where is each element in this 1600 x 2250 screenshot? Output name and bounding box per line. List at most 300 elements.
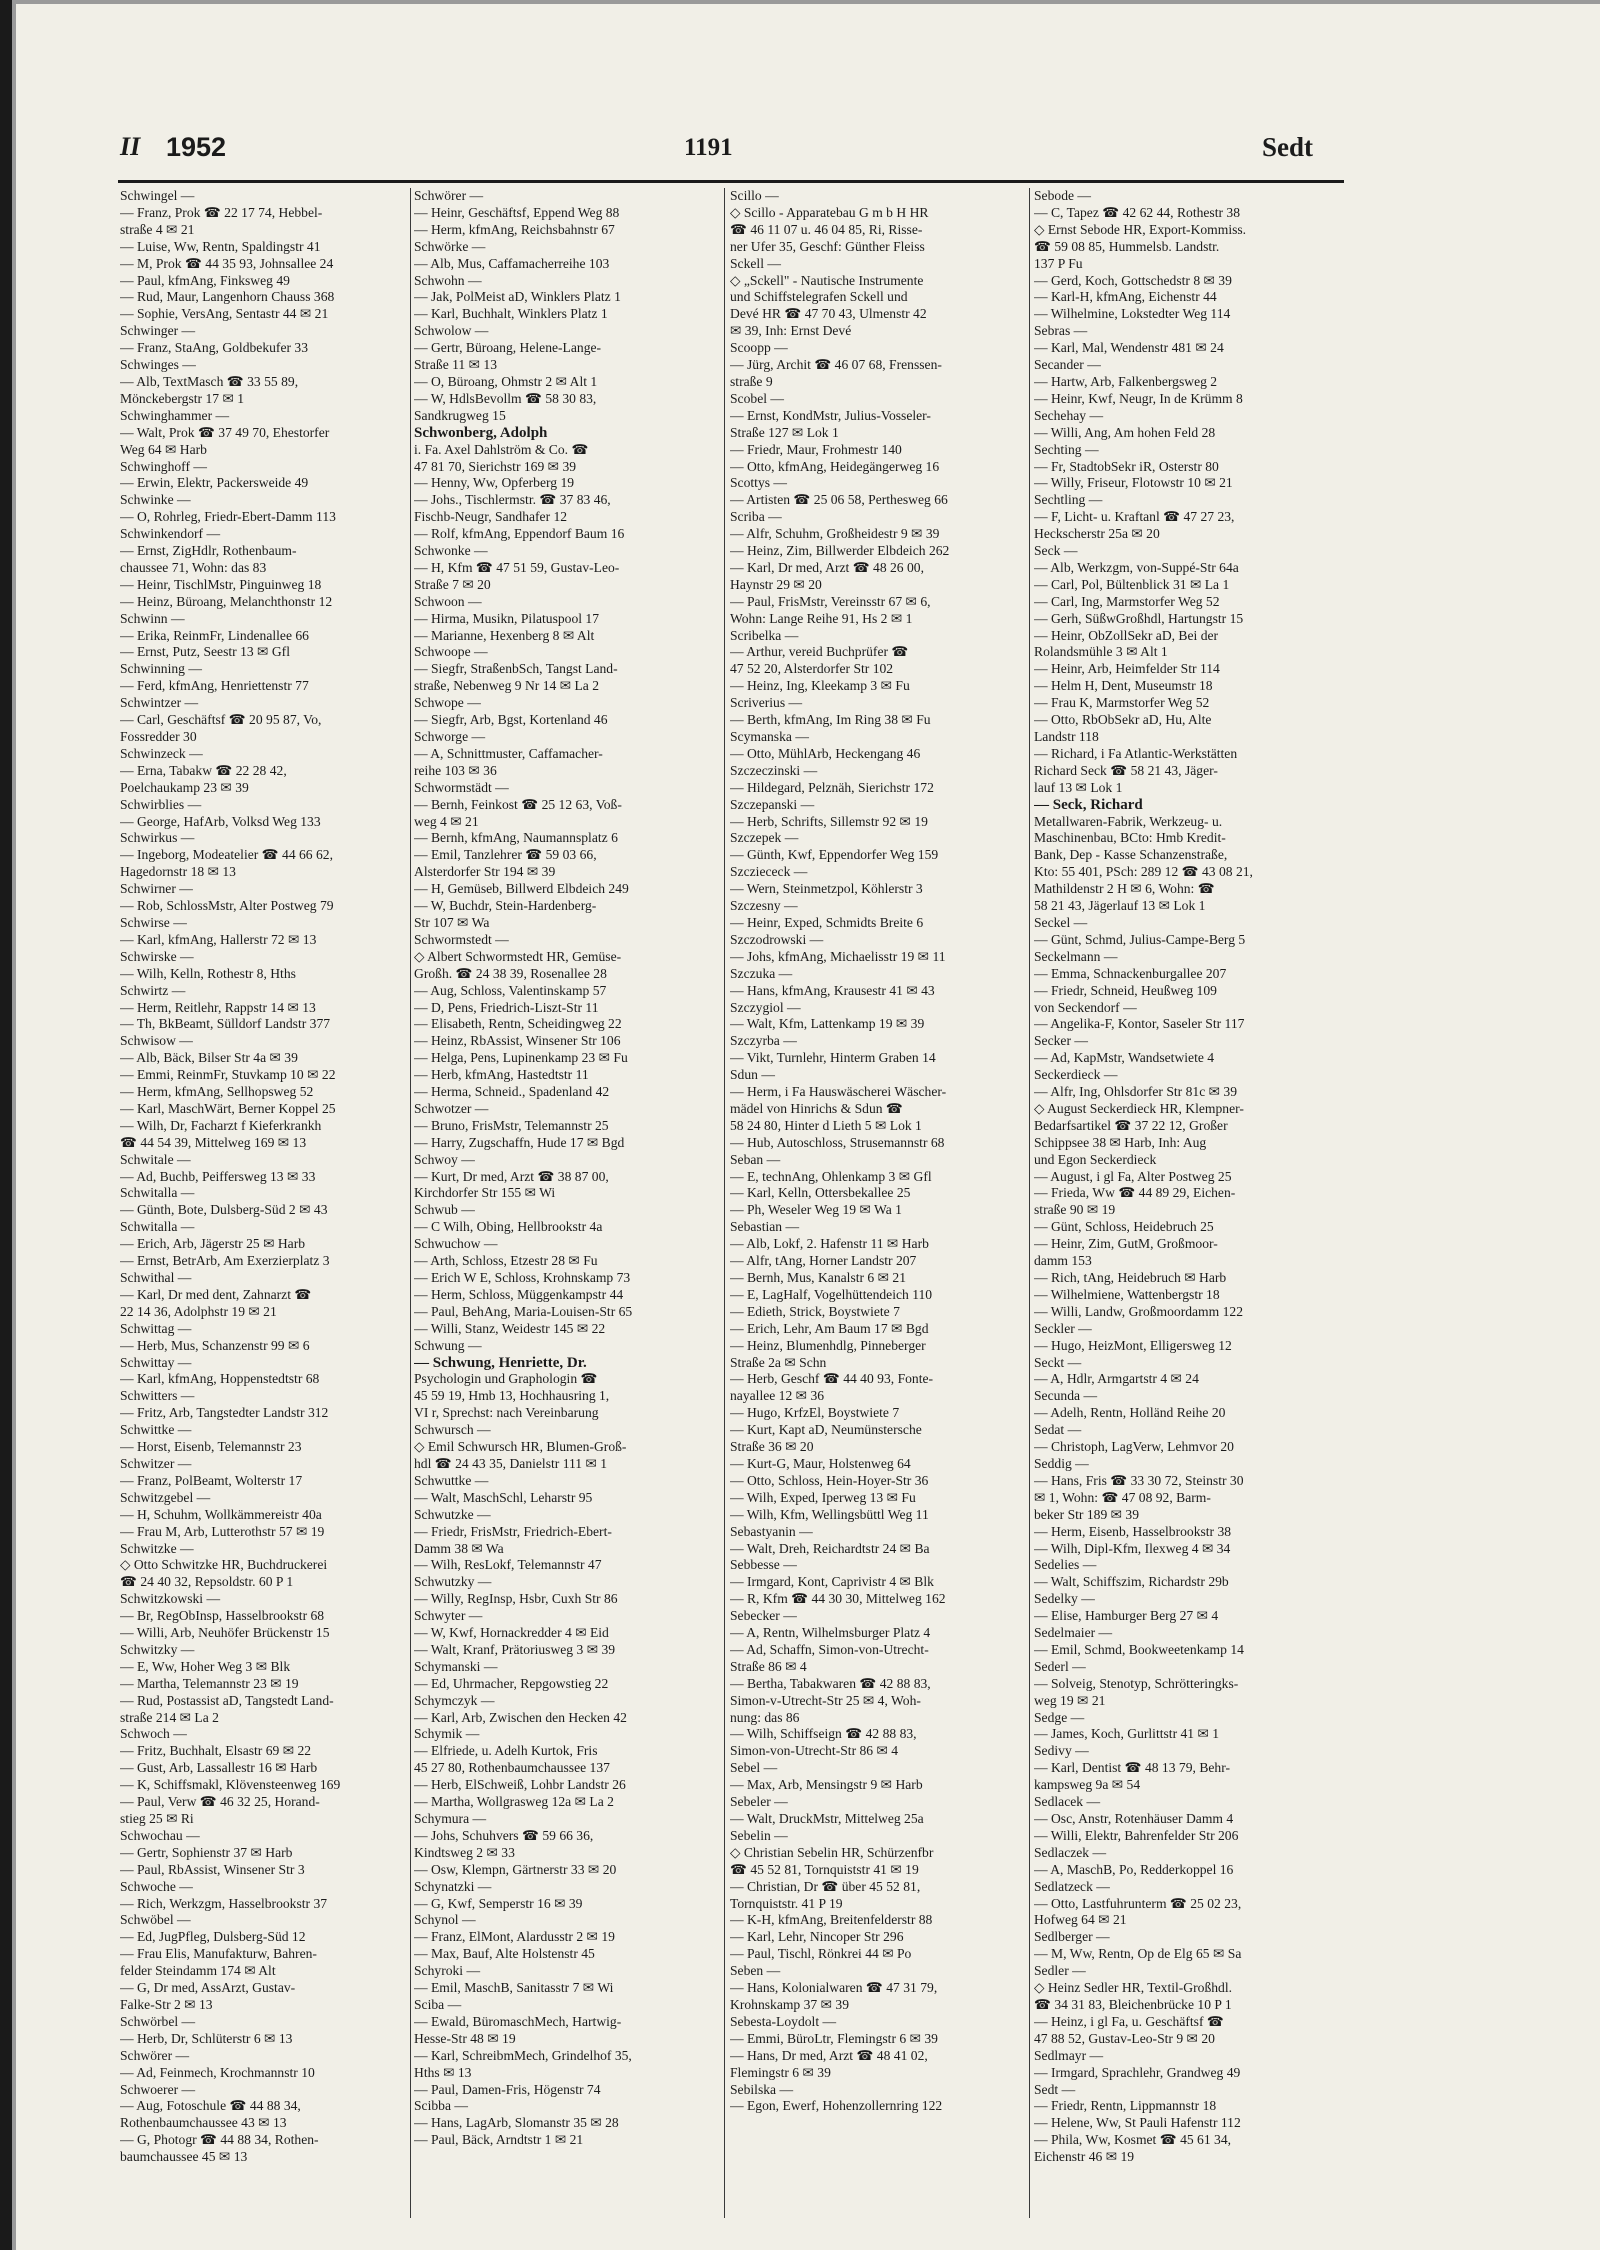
- directory-entry-line: — Karl, Lehr, Nincoper Str 296: [730, 1929, 904, 1945]
- directory-entry-line: — Karl, Kelln, Ottersbekallee 25: [730, 1185, 911, 1201]
- directory-entry-line: — Erwin, Elektr, Packersweide 49: [120, 475, 309, 491]
- directory-entry-line: — Ad, Buchb, Peiffersweg 13 ✉ 33: [120, 1168, 316, 1184]
- directory-entry-line: Schwoche —: [120, 1878, 193, 1894]
- directory-entry-line: — Berth, kfmAng, Im Ring 38 ✉ Fu: [730, 712, 931, 728]
- directory-entry-line: straße 9: [730, 373, 773, 389]
- directory-entry-line: — Walt, Kfm, Lattenkamp 19 ✉ 39: [730, 1016, 925, 1032]
- directory-entry-line: reihe 103 ✉ 36: [414, 762, 497, 778]
- directory-entry-line: damm 153: [1034, 1253, 1092, 1269]
- directory-entry-line: — Frieda, Ww ☎ 44 89 29, Eichen-: [1034, 1185, 1236, 1201]
- directory-entry-line: ☎ 59 08 85, Hummelsb. Landstr.: [1034, 238, 1220, 254]
- running-head-keyword: Sedt: [1262, 132, 1314, 162]
- directory-entry-line: Tornquiststr. 41 P 19: [730, 1895, 843, 1911]
- directory-entry-line: Scobel —: [730, 390, 784, 406]
- directory-entry-line: — Gerh, SüßwGroßhdl, Hartungstr 15: [1034, 610, 1244, 626]
- directory-entry-line: — Herm, Reitlehr, Rappstr 14 ✉ 13: [120, 999, 316, 1015]
- directory-entry-line: Sechehay —: [1034, 407, 1104, 423]
- directory-entry-line: — Bertha, Tabakwaren ☎ 42 88 83,: [730, 1675, 931, 1691]
- directory-entry-line: — Paul, Tischl, Rönkrei 44 ✉ Po: [730, 1946, 912, 1962]
- directory-entry-line: — Egon, Ewerf, Hohenzollernring 122: [730, 2098, 943, 2114]
- directory-entry-line: — Friedr, Maur, Frohmestr 140: [730, 441, 902, 457]
- directory-entry-line: — Paul, FrisMstr, Vereinsstr 67 ✉ 6,: [730, 593, 931, 609]
- directory-entry-line: Sedlberger —: [1034, 1929, 1110, 1945]
- directory-entry-line: Simon-v-Utrecht-Str 25 ✉ 4, Woh-: [730, 1692, 921, 1708]
- directory-entry-line: Szczodrowski —: [730, 931, 824, 947]
- directory-entry-line: Szcziececk —: [730, 864, 808, 880]
- directory-entry-line: Seck —: [1034, 543, 1078, 559]
- directory-entry-line: — Friedr, FrisMstr, Friedrich-Ebert-: [414, 1523, 612, 1539]
- directory-entry-line: — Emmi, BüroLtr, Flemingstr 6 ✉ 39: [730, 2030, 938, 2046]
- directory-entry-line: — Helga, Pens, Lupinenkamp 23 ✉ Fu: [414, 1050, 628, 1066]
- directory-entry-line: — W, HdlsBevollm ☎ 58 30 83,: [414, 390, 597, 406]
- directory-entry-line: felder Steindamm 174 ✉ Alt: [120, 1963, 276, 1979]
- directory-entry-line: — Irmgard, Kont, Caprivistr 4 ✉ Blk: [730, 1574, 934, 1590]
- directory-entry-line: — Franz, Prok ☎ 22 17 74, Hebbel-: [120, 204, 323, 220]
- directory-entry-line: Schwuttke —: [414, 1472, 489, 1488]
- directory-entry-line: ◇ Albert Schwormstedt HR, Gemüse-: [414, 948, 622, 964]
- directory-entry-line: Mönckebergstr 17 ✉ 1: [120, 390, 245, 406]
- directory-entry-line: Sebeler —: [730, 1794, 788, 1810]
- directory-entry-line: — Heinr, ObZollSekr aD, Bei der: [1034, 627, 1219, 643]
- directory-entry-line: — Wilh, Kelln, Rothestr 8, Hths: [120, 965, 296, 981]
- directory-entry-line: Schwyter —: [414, 1608, 483, 1624]
- directory-entry-line: Seckerdieck —: [1034, 1067, 1118, 1083]
- directory-entry-line: Sebode —: [1034, 188, 1092, 203]
- directory-entry-line: — Fr, StadtobSekr iR, Osterstr 80: [1034, 458, 1219, 474]
- directory-entry-line: Schwintzer —: [120, 695, 199, 711]
- directory-entry-line: — F, Licht- u. Kraftanl ☎ 47 27 23,: [1034, 509, 1235, 525]
- directory-entry-line: — Herb, Geschf ☎ 44 40 93, Fonte-: [730, 1371, 934, 1387]
- directory-entry-line: — Ingeborg, Modeatelier ☎ 44 66 62,: [120, 847, 333, 863]
- directory-entry-line: — Martha, Telemannstr 23 ✉ 19: [120, 1675, 299, 1691]
- directory-entry-line: — Emil, MaschB, Sanitasstr 7 ✉ Wi: [414, 1980, 614, 1996]
- directory-entry-line: — Willi, Ang, Am hohen Feld 28: [1034, 424, 1216, 440]
- directory-entry-line: beker Str 189 ✉ 39: [1034, 1506, 1140, 1522]
- directory-entry-line: — Bernh, kfmAng, Naumannsplatz 6: [414, 830, 618, 846]
- directory-entry-line: Schwitzkowski —: [120, 1591, 221, 1607]
- directory-entry-line: — W, Buchdr, Stein-Hardenberg-: [414, 898, 597, 914]
- directory-entry-line: Schymura —: [414, 1811, 487, 1826]
- directory-entry-line: — Karl, kfmAng, Hoppenstedtstr 68: [120, 1371, 320, 1387]
- directory-entry-line: Straße 7 ✉ 20: [414, 576, 491, 592]
- directory-entry-line: — Angelika-F, Kontor, Saseler Str 117: [1034, 1016, 1245, 1032]
- directory-entry-line: Schwolow —: [414, 323, 489, 339]
- directory-entry-line: — James, Koch, Gurlittstr 41 ✉ 1: [1034, 1726, 1220, 1742]
- directory-entry-line: — Karl, Mal, Wendenstr 481 ✉ 24: [1034, 340, 1224, 356]
- directory-entry-line: Devé HR ☎ 47 70 43, Ulmenstr 42: [730, 306, 927, 322]
- directory-entry-line: Bank, Dep - Kasse Schanzenstraße,: [1034, 847, 1228, 863]
- directory-entry-line: Mathildenstr 2 H ✉ 6, Wohn: ☎: [1034, 881, 1215, 897]
- directory-entry-line: Schwutzky —: [414, 1574, 492, 1590]
- directory-entry-line: Scillo —: [730, 188, 779, 203]
- directory-entry-line: Krohnskamp 37 ✉ 39: [730, 1996, 849, 2012]
- directory-entry-line: — Henny, Ww, Opferberg 19: [414, 475, 575, 491]
- directory-entry-line: — Erich W E, Schloss, Krohnskamp 73: [414, 1270, 631, 1285]
- directory-entry-line: Simon-von-Utrecht-Str 86 ✉ 4: [730, 1743, 899, 1759]
- directory-entry-line: und Egon Seckerdieck: [1034, 1151, 1157, 1167]
- directory-entry-line: Haynstr 29 ✉ 20: [730, 576, 822, 592]
- directory-entry-line: — Gerd, Koch, Gottschedstr 8 ✉ 39: [1034, 272, 1232, 288]
- directory-entry-line: Scottys —: [730, 475, 788, 491]
- directory-entry-line: ✉ 1, Wohn: ☎ 47 08 92, Barm-: [1034, 1489, 1211, 1505]
- directory-entry-line: Schwirkus —: [120, 830, 195, 846]
- directory-entry-line: — Herm, kfmAng, Sellhopsweg 52: [120, 1084, 314, 1100]
- directory-entry-line: — Elise, Hamburger Berg 27 ✉ 4: [1034, 1608, 1219, 1624]
- directory-entry-line: Sebilska —: [730, 2081, 794, 2097]
- directory-entry-line: Sebastyanin —: [730, 1523, 813, 1539]
- directory-entry-line: — O, Büroang, Ohmstr 2 ✉ Alt 1: [414, 373, 598, 389]
- directory-entry-line: — Alb, Lokf, 2. Hafenstr 11 ✉ Harb: [730, 1236, 929, 1252]
- directory-entry-line: — Wilh, Exped, Iperweg 13 ✉ Fu: [730, 1489, 916, 1505]
- directory-entry-line: Schwoon —: [414, 593, 482, 609]
- directory-entry-line: 45 27 80, Rothenbaumchaussee 137: [414, 1760, 610, 1776]
- directory-entry-line: — Herb, ElSchweiß, Lohbr Landstr 26: [414, 1777, 626, 1793]
- directory-entry-line: — Walt, Prok ☎ 37 49 70, Ehestorfer: [120, 424, 330, 440]
- directory-entry-line: Schwitzke —: [120, 1540, 194, 1556]
- directory-entry-line: Schwitzgebel —: [120, 1489, 211, 1505]
- directory-entry-line: Schymczyk —: [414, 1692, 495, 1708]
- directory-entry-line: Psychologin und Graphologin ☎: [414, 1371, 598, 1387]
- directory-entry-line: — Johs., Tischlermstr. ☎ 37 83 46,: [414, 492, 611, 508]
- directory-entry-line: — Max, Arb, Mensingstr 9 ✉ Harb: [730, 1777, 923, 1793]
- directory-entry-line: Sederl —: [1034, 1658, 1086, 1674]
- directory-entry-line: Schwotzer —: [414, 1100, 489, 1116]
- directory-entry-line: — August, i gl Fa, Alter Postweg 25: [1034, 1168, 1232, 1184]
- directory-entry-line: — Günth, Bote, Dulsberg-Süd 2 ✉ 43: [120, 1202, 328, 1218]
- directory-entry-line: Schwingel —: [120, 188, 195, 203]
- directory-entry-line: — Jürg, Archit ☎ 46 07 68, Frenssen-: [730, 357, 942, 373]
- directory-entry-line: — Wilh, Dr, Facharzt f Kieferkrankh: [120, 1117, 322, 1133]
- directory-entry-line: — Marianne, Hexenberg 8 ✉ Alt: [414, 627, 595, 643]
- directory-entry-line: — Herm, i Fa Hauswäscherei Wäscher-: [730, 1084, 947, 1100]
- directory-entry-line: — E, Ww, Hoher Weg 3 ✉ Blk: [120, 1658, 291, 1674]
- directory-entry-line: Schwirske —: [120, 948, 194, 964]
- directory-entry-line: — Frau M, Arb, Lutterothstr 57 ✉ 19: [120, 1523, 325, 1539]
- directory-entry-line: — Karl, SchreibmMech, Grindelhof 35,: [414, 2047, 632, 2063]
- directory-entry-line: ☎ 34 31 83, Bleichenbrücke 10 P 1: [1034, 1996, 1232, 2012]
- directory-entry-line: und Schiffstelegrafen Sckell und: [730, 289, 908, 305]
- directory-entry-line: lauf 13 ✉ Lok 1: [1034, 779, 1123, 795]
- directory-entry-line: Szczeczinski —: [730, 762, 818, 778]
- directory-entry-line: — Walt, MaschSchl, Leharstr 95: [414, 1489, 593, 1505]
- directory-entry-line: — Emmi, ReinmFr, Stuvkamp 10 ✉ 22: [120, 1067, 336, 1083]
- directory-entry-line: — Christoph, LagVerw, Lehmvor 20: [1034, 1439, 1234, 1455]
- directory-entry-line: Seben —: [730, 1963, 781, 1979]
- directory-entry-line: 45 59 19, Hmb 13, Hochhausring 1,: [414, 1388, 610, 1404]
- directory-entry-line: — Richard, i Fa Atlantic-Werkstätten: [1034, 745, 1238, 761]
- directory-entry-line: Seckler —: [1034, 1320, 1092, 1336]
- directory-entry-line: — Arth, Schloss, Etzestr 28 ✉ Fu: [414, 1253, 598, 1269]
- directory-entry-line: Scriverius —: [730, 695, 803, 711]
- directory-entry-line: Schwinges —: [120, 357, 196, 373]
- directory-entry-line: Schwittke —: [120, 1422, 192, 1438]
- directory-entry-line: — Wilh, Schiffseign ☎ 42 88 83,: [730, 1726, 917, 1742]
- directory-entry-line: i. Fa. Axel Dahlström & Co. ☎: [414, 441, 589, 457]
- year: 1952: [166, 132, 227, 162]
- directory-entry-line: Schwithal —: [120, 1270, 192, 1285]
- directory-entry-line: — Bernh, Mus, Kanalstr 6 ✉ 21: [730, 1270, 907, 1285]
- directory-entry-line: Schwitalla —: [120, 1219, 195, 1235]
- directory-entry-line: Schwinning —: [120, 661, 202, 677]
- directory-entry-line: Sebastian —: [730, 1219, 800, 1235]
- directory-entry-line: Sebras —: [1034, 323, 1088, 339]
- directory-entry-line: — D, Pens, Friedrich-Liszt-Str 11: [414, 999, 599, 1015]
- directory-entry-line: — Christian, Dr ☎ über 45 52 81,: [730, 1878, 921, 1894]
- directory-entry-line: Falke-Str 2 ✉ 13: [120, 1996, 213, 2012]
- directory-entry-line: — Alb, Werkzgm, von-Suppé-Str 64a: [1034, 559, 1239, 575]
- directory-entry-line: Großh. ☎ 24 38 39, Rosenallee 28: [414, 965, 607, 981]
- directory-entry-line: — Otto, Schloss, Hein-Hoyer-Str 36: [730, 1472, 929, 1488]
- directory-entry-line: Sebel —: [730, 1760, 778, 1776]
- directory-entry-line: Schwirner —: [120, 881, 193, 897]
- directory-entry-line: — Osw, Klempn, Gärtnerstr 33 ✉ 20: [414, 1861, 617, 1877]
- directory-entry-line: — C, Tapez ☎ 42 62 44, Rothestr 38: [1034, 204, 1241, 220]
- directory-entry-line: 47 52 20, Alsterdorfer Str 102: [730, 661, 894, 677]
- directory-entry-line: — Wern, Steinmetzpol, Köhlerstr 3: [730, 881, 923, 897]
- directory-entry-line: — H, Schuhm, Wollkämmereistr 40a: [120, 1506, 322, 1522]
- directory-entry-line: — Gertr, Sophienstr 37 ✉ Harb: [120, 1844, 293, 1860]
- directory-entry-line: nayallee 12 ✉ 36: [730, 1388, 825, 1404]
- directory-entry-line: Schwitalla —: [120, 1185, 195, 1201]
- directory-entry-line: ◇ Ernst Sebode HR, Export-Kommiss.: [1034, 221, 1247, 237]
- directory-entry-line: — Hans, LagArb, Slomanstr 35 ✉ 28: [414, 2115, 619, 2131]
- directory-entry-line: Scoopp —: [730, 340, 788, 356]
- directory-entry-line: — Willy, RegInsp, Hsbr, Cuxh Str 86: [414, 1591, 618, 1607]
- directory-entry-line: — Hirma, Musikn, Pilatuspool 17: [414, 610, 600, 626]
- directory-entry-line: — Karl, Buchhalt, Winklers Platz 1: [414, 306, 608, 322]
- directory-entry-line: Schwinghammer —: [120, 407, 230, 423]
- directory-entry-line: Schwursch —: [414, 1422, 491, 1438]
- directory-entry-line: — Heinz, Zim, Billwerder Elbdeich 262: [730, 543, 950, 559]
- directory-entry-line: — A, Schnittmuster, Caffamacher-: [414, 745, 603, 761]
- directory-entry-line: Sechtling —: [1034, 492, 1103, 508]
- directory-entry-line: — R, Kfm ☎ 44 30 30, Mittelweg 162: [730, 1591, 946, 1607]
- directory-entry-line: Kindtsweg 2 ✉ 33: [414, 1844, 515, 1860]
- directory-entry-line: — Rich, tAng, Heidebruch ✉ Harb: [1034, 1270, 1227, 1285]
- directory-entry-line: — Wilh, ResLokf, Telemannstr 47: [414, 1557, 602, 1573]
- directory-entry-line: — Herb, Schrifts, Sillemstr 92 ✉ 19: [730, 813, 928, 829]
- directory-entry-line: — Erika, ReinmFr, Lindenallee 66: [120, 627, 309, 643]
- directory-entry-line: — Rich, Werkzgm, Hasselbrookstr 37: [120, 1895, 328, 1911]
- directory-entry-line: — Emil, Tanzlehrer ☎ 59 03 66,: [414, 847, 597, 863]
- directory-entry-line: — Hub, Autoschloss, Strusemannstr 68: [730, 1134, 945, 1150]
- directory-entry-line: 137 P Fu: [1034, 255, 1083, 271]
- directory-entry-line: — Alfr, Schuhm, Großheidestr 9 ✉ 39: [730, 526, 940, 542]
- directory-entry-line: — Alfr, tAng, Horner Landstr 207: [730, 1253, 917, 1269]
- directory-entry-line: Schwörer —: [414, 188, 484, 203]
- directory-entry-line: — Ed, Uhrmacher, Repgowstieg 22: [414, 1675, 609, 1691]
- directory-entry-line: Schwörer —: [120, 2047, 190, 2063]
- directory-entry-line: — M, Prok ☎ 44 35 93, Johnsallee 24: [120, 255, 334, 271]
- directory-entry-line: — Herm, Eisenb, Hasselbrookstr 38: [1034, 1523, 1232, 1539]
- directory-entry-line: Schwoy —: [414, 1151, 475, 1167]
- directory-entry-line: — Willi, Arb, Neuhöfer Brückenstr 15: [120, 1625, 330, 1641]
- directory-entry-line: ◇ „Sckell" - Nautische Instrumente: [730, 272, 924, 288]
- directory-entry-line: — Hans, Dr med, Arzt ☎ 48 41 02,: [730, 2047, 928, 2063]
- directory-entry-line: ◇ August Seckerdieck HR, Klempner-: [1034, 1100, 1244, 1116]
- directory-entry-line: Straße 127 ✉ Lok 1: [730, 424, 839, 440]
- directory-entry-line: straße 4 ✉ 21: [120, 221, 195, 237]
- directory-entry-line: Fischb-Neugr, Sandhafer 12: [414, 509, 568, 525]
- directory-entry-line: Schwope —: [414, 695, 481, 711]
- directory-entry-line: — G, Kwf, Semperstr 16 ✉ 39: [414, 1895, 583, 1911]
- directory-entry-line: — Willy, Friseur, Flotowstr 10 ✉ 21: [1034, 475, 1233, 491]
- directory-entry-line: — Vikt, Turnlehr, Hinterm Graben 14: [730, 1050, 936, 1066]
- directory-entry-line: Schymik —: [414, 1726, 480, 1742]
- directory-entry-line: — E, technAng, Ohlenkamp 3 ✉ Gfl: [730, 1168, 932, 1184]
- directory-entry-line: — Wilhelmine, Lokstedter Weg 114: [1034, 306, 1231, 322]
- directory-entry-line: — Wilhelmiene, Wattenbergstr 18: [1034, 1286, 1220, 1302]
- directory-entry-line: — Ph, Weseler Weg 19 ✉ Wa 1: [730, 1202, 902, 1218]
- directory-entry-line: baumchaussee 45 ✉ 13: [120, 2149, 248, 2165]
- directory-entry-line: — Heinz, Blumenhdlg, Pinneberger: [730, 1337, 926, 1353]
- directory-entry-line: ☎ 45 52 81, Tornquiststr 41 ✉ 19: [730, 1861, 919, 1877]
- directory-entry-line: Richard Seck ☎ 58 21 43, Jäger-: [1034, 762, 1218, 778]
- directory-entry-line: Schwormstädt —: [414, 779, 509, 795]
- directory-entry-line: — Heinr, Kwf, Neugr, In de Krümm 8: [1034, 390, 1243, 406]
- directory-entry-line: Sebelin —: [730, 1827, 788, 1843]
- directory-entry-line: — Paul, Verw ☎ 46 32 25, Horand-: [120, 1794, 320, 1810]
- directory-entry-line: — Heinz, Büroang, Melanchthonstr 12: [120, 593, 333, 609]
- directory-entry-line: Seckel —: [1034, 914, 1088, 930]
- directory-entry-line: — Ernst, KondMstr, Julius-Vosseler-: [730, 407, 931, 423]
- directory-entry-line: — Elfriede, u. Adelh Kurtok, Fris: [414, 1743, 598, 1759]
- directory-entry-line: Sebbesse —: [730, 1557, 797, 1573]
- directory-entry-line: ◇ Scillo - Apparatebau G m b H HR: [730, 204, 929, 220]
- directory-entry-line: Schymanski —: [414, 1658, 498, 1674]
- directory-entry-line: — Alb, Mus, Caffamacherreihe 103: [414, 255, 610, 271]
- directory-entry-line: Sedlmayr —: [1034, 2047, 1104, 2063]
- directory-entry-line: — Gertr, Büroang, Helene-Lange-: [414, 340, 602, 356]
- directory-entry-line: — Helene, Ww, St Pauli Hafenstr 112: [1034, 2115, 1241, 2131]
- directory-entry-line: — Rud, Maur, Langenhorn Chauss 368: [120, 289, 335, 305]
- directory-entry-line: — Rolf, kfmAng, Eppendorf Baum 16: [414, 526, 625, 542]
- directory-entry-line: 22 14 36, Adolphstr 19 ✉ 21: [120, 1303, 277, 1319]
- directory-entry-line: — Paul, kfmAng, Finksweg 49: [120, 272, 290, 288]
- directory-entry-line: weg 4 ✉ 21: [414, 813, 479, 829]
- directory-entry-line: — Kurt, Dr med, Arzt ☎ 38 87 00,: [414, 1168, 609, 1184]
- directory-entry-line: Schwung —: [414, 1337, 482, 1353]
- directory-entry-line: — Alb, Bäck, Bilser Str 4a ✉ 39: [120, 1050, 298, 1066]
- directory-entry-line: Sedlaczek —: [1034, 1844, 1107, 1860]
- directory-entry-line: Sedge —: [1034, 1709, 1085, 1725]
- directory-entry-line: — Ernst, ZigHdlr, Rothenbaum-: [120, 543, 297, 559]
- directory-entry-line: Kto: 55 401, PSch: 289 12 ☎ 43 08 21,: [1034, 864, 1253, 880]
- directory-entry-line: Alsterdorfer Str 194 ✉ 39: [414, 864, 556, 880]
- directory-entry-line: — Franz, StaAng, Goldbekufer 33: [120, 340, 309, 356]
- directory-entry-line: ◇ Heinz Sedler HR, Textil-Großhdl.: [1034, 1980, 1233, 1996]
- directory-entry-line: — Martha, Wollgrasweg 12a ✉ La 2: [414, 1794, 614, 1810]
- directory-entry-line: — Siegfr, StraßenbSch, Tangst Land-: [414, 661, 618, 677]
- directory-entry-line: — H, Gemüseb, Billwerd Elbdeich 249: [414, 881, 629, 897]
- directory-entry-line: kampsweg 9a ✉ 54: [1034, 1777, 1141, 1793]
- directory-entry-line: — Friedr, Schneid, Heußweg 109: [1034, 982, 1217, 998]
- directory-entry-line: Straße 36 ✉ 20: [730, 1439, 814, 1455]
- directory-entry-line: — Günth, Kwf, Eppendorfer Weg 159: [730, 847, 939, 863]
- directory-entry-line: — Otto, Lastfuhrunterm ☎ 25 02 23,: [1034, 1895, 1242, 1911]
- directory-entry-line: Sebesta-Loydolt —: [730, 2013, 837, 2029]
- directory-entry-line: — Paul, Damen-Fris, Högenstr 74: [414, 2081, 601, 2097]
- directory-entry-line: Szczygiol —: [730, 999, 801, 1015]
- directory-entry-line: — Heinr, TischlMstr, Pinguinweg 18: [120, 576, 322, 592]
- directory-entry-line: — Carl, Geschäftsf ☎ 20 95 87, Vo,: [120, 712, 322, 728]
- directory-entry-line: Schwormstedt —: [414, 931, 509, 947]
- directory-entry-line: — Karl, MaschWärt, Berner Koppel 25: [120, 1100, 336, 1116]
- directory-entry-line: Schwub —: [414, 1202, 475, 1218]
- directory-entry-line: Schwörbel —: [120, 2013, 196, 2029]
- directory-entry-line: ◇ Otto Schwitzke HR, Buchdruckerei: [120, 1557, 328, 1573]
- directory-entry-line: Damm 38 ✉ Wa: [414, 1540, 504, 1556]
- directory-entry-line: — A, MaschB, Po, Redderkoppel 16: [1034, 1861, 1234, 1877]
- directory-entry-line: Szczepek —: [730, 830, 799, 846]
- directory-entry-line: Schwitale —: [120, 1151, 191, 1167]
- directory-entry-line: — Hugo, HeizMont, Elligersweg 12: [1034, 1337, 1232, 1353]
- directory-entry-line: Metallwaren-Fabrik, Werkzeug- u.: [1034, 813, 1223, 829]
- directory-entry-line: Szczepanski —: [730, 796, 815, 812]
- directory-entry-line: Sedivy —: [1034, 1743, 1089, 1759]
- directory-entry-line: — A, Rentn, Wilhelmsburger Platz 4: [730, 1625, 931, 1641]
- directory-entry-line: Schynol —: [414, 1912, 476, 1928]
- directory-entry-line: — Rob, SchlossMstr, Alter Postweg 79: [120, 898, 334, 914]
- directory-entry-line: — K, Schiffsmakl, Klövensteenweg 169: [120, 1777, 341, 1793]
- directory-entry-line: — Karl, Dr med dent, Zahnarzt ☎: [120, 1286, 312, 1302]
- directory-entry-line: — C Wilh, Obing, Hellbrookstr 4a: [414, 1219, 603, 1235]
- directory-entry-line: Sckell —: [730, 255, 781, 271]
- directory-entry-line: — Herb, Mus, Schanzenstr 99 ✉ 6: [120, 1337, 310, 1353]
- directory-entry-line: — Ed, JugPfleg, Dulsberg-Süd 12: [120, 1929, 306, 1945]
- directory-entry-line: — E, LagHalf, Vogelhüttendeich 110: [730, 1286, 933, 1302]
- directory-entry-line: Secander —: [1034, 357, 1101, 373]
- directory-entry-line: Sedlatzeck —: [1034, 1878, 1110, 1894]
- directory-entry-line: — Schwung, Henriette, Dr.: [414, 1354, 587, 1371]
- directory-entry-line: straße 214 ✉ La 2: [120, 1709, 219, 1725]
- directory-entry-line: ☎ 46 11 07 u. 46 04 85, Ri, Risse-: [730, 221, 923, 237]
- directory-entry-line: von Seckendorf —: [1034, 999, 1137, 1015]
- directory-entry-line: Scriba —: [730, 509, 782, 525]
- directory-entry-line: Eichenstr 46 ✉ 19: [1034, 2149, 1135, 2165]
- directory-entry-line: — Alb, TextMasch ☎ 33 55 89,: [120, 373, 299, 389]
- directory-entry-line: — Karl, Dr med, Arzt ☎ 48 26 00,: [730, 559, 924, 575]
- directory-entry-line: Sedat —: [1034, 1422, 1082, 1438]
- directory-entry-line: — Emma, Schnackenburgallee 207: [1034, 965, 1227, 981]
- column-2: [414, 188, 714, 2228]
- directory-entry-line: — Heinz, i gl Fa, u. Geschäftsf ☎: [1034, 2013, 1224, 2029]
- directory-entry-line: Poelchaukamp 23 ✉ 39: [120, 779, 249, 795]
- directory-entry-line: hdl ☎ 24 43 35, Danielstr 111 ✉ 1: [414, 1455, 608, 1471]
- directory-entry-line: Wohn: Lange Reihe 91, Hs 2 ✉ 1: [730, 610, 913, 626]
- directory-entry-line: Sciba —: [414, 1996, 462, 2012]
- column-1: [120, 188, 420, 2228]
- directory-entry-line: — Hartw, Arb, Falkenbergsweg 2: [1034, 373, 1218, 389]
- directory-entry-line: Seban —: [730, 1151, 781, 1167]
- directory-entry-line: Sedler —: [1034, 1963, 1086, 1979]
- directory-entry-line: — K-H, kfmAng, Breitenfelderstr 88: [730, 1912, 933, 1928]
- directory-entry-line: — W, Kwf, Hornackredder 4 ✉ Eid: [414, 1625, 609, 1641]
- directory-entry-line: — Carl, Pol, Bültenblick 31 ✉ La 1: [1034, 576, 1230, 592]
- directory-entry-line: — Ad, Schaffn, Simon-von-Utrecht-: [730, 1641, 929, 1657]
- directory-entry-line: — Johs, kfmAng, Michaelisstr 19 ✉ 11: [730, 948, 946, 964]
- directory-entry-line: — Edieth, Strick, Boystwiete 7: [730, 1303, 900, 1319]
- directory-entry-line: Schippsee 38 ✉ Harb, Inh: Aug: [1034, 1134, 1207, 1150]
- directory-entry-line: — Heinz, Ing, Kleekamp 3 ✉ Fu: [730, 678, 910, 694]
- directory-entry-line: — Th, BkBeamt, Sülldorf Landstr 377: [120, 1016, 331, 1032]
- directory-entry-line: — Bernh, Feinkost ☎ 25 12 63, Voß-: [414, 796, 622, 812]
- directory-entry-line: Str 107 ✉ Wa: [414, 914, 490, 930]
- directory-entry-line: Scymanska —: [730, 729, 809, 744]
- directory-entry-line: Hagedornstr 18 ✉ 13: [120, 864, 236, 880]
- directory-entry-line: — Helm H, Dent, Museumstr 18: [1034, 678, 1213, 694]
- directory-entry-line: — Willi, Landw, Großmoordamm 122: [1034, 1303, 1243, 1319]
